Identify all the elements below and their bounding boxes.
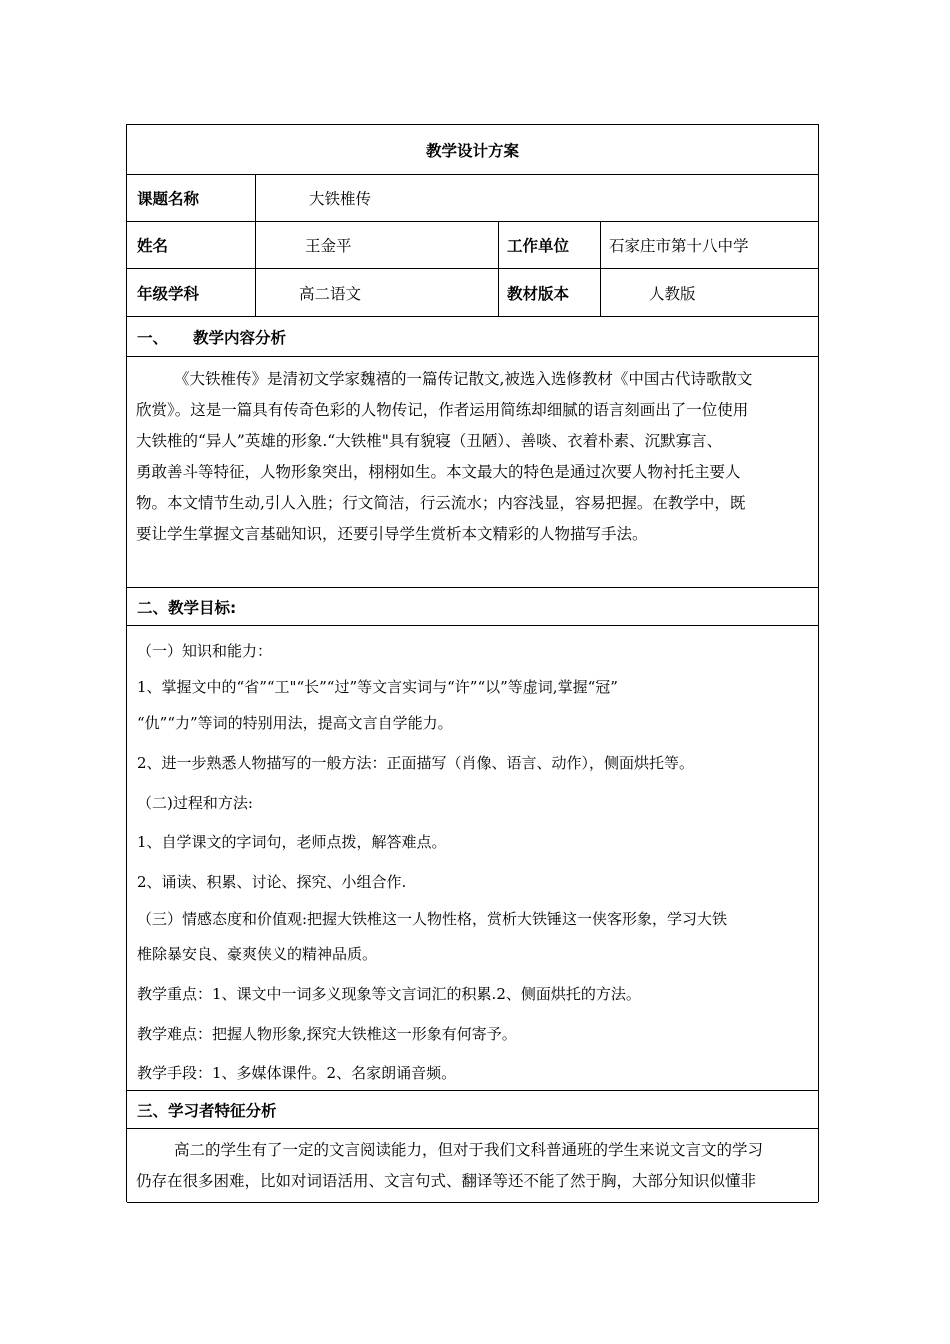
name-value: 王金平 bbox=[305, 237, 352, 255]
title-row bbox=[127, 125, 818, 175]
grade-label: 年级学科 bbox=[137, 284, 200, 303]
grade-row bbox=[127, 269, 818, 317]
course-row bbox=[127, 175, 818, 222]
name-label: 姓名 bbox=[137, 237, 169, 255]
lesson-plan-table bbox=[126, 124, 819, 1202]
objective-line: “仇”“力”等词的特别用法，提高文言自学能力。 bbox=[137, 714, 453, 732]
page-title: 教学设计方案 bbox=[425, 141, 519, 160]
section-content-analysis-header bbox=[127, 317, 818, 357]
name-row bbox=[127, 222, 818, 269]
objective-line: （三）情感态度和价值观:把握大铁椎这一人物性格，赏析大铁锤这一侠客形象，学习大铁 bbox=[137, 910, 728, 928]
text-line: 勇敢善斗等特征，人物形象突出，栩栩如生。本文最大的特色是通过次要人物衬托主要人 bbox=[136, 463, 741, 481]
section-content-analysis-body bbox=[127, 357, 818, 588]
section2-title: 二、教学目标: bbox=[137, 598, 237, 617]
section3-title: 三、学习者特征分析 bbox=[137, 1101, 277, 1120]
objective-line: 椎除暴安良、豪爽侠义的精神品质。 bbox=[137, 945, 378, 963]
text-line: 物。本文情节生动,引人入胜；行文简洁，行云流水；内容浅显，容易把握。在教学中，既 bbox=[136, 494, 746, 512]
section-learner-analysis-body bbox=[127, 1129, 818, 1203]
objective-line: （二)过程和方法: bbox=[137, 794, 253, 812]
objective-line: 2、诵读、积累、讨论、探究、小组合作. bbox=[137, 873, 407, 891]
objective-line: 2、进一步熟悉人物描写的一般方法：正面描写（肖像、语言、动作），侧面烘托等。 bbox=[137, 754, 695, 772]
text-line: 大铁椎的“异人”英雄的形象.“大铁椎"具有貌寝（丑陋）、善啖、衣着朴素、沉默寡言、 bbox=[136, 432, 723, 450]
objective-line: （一）知识和能力： bbox=[137, 642, 273, 660]
section1-number: 一、 bbox=[137, 328, 169, 347]
work-label: 工作单位 bbox=[507, 237, 570, 255]
text-line: 欣赏》。这是一篇具有传奇色彩的人物传记，作者运用简练却细腻的语言刻画出了一位使用 bbox=[136, 401, 749, 419]
section1-title: 教学内容分析 bbox=[193, 328, 287, 347]
objective-line: 1、自学课文的字词句，老师点拨，解答难点。 bbox=[137, 833, 447, 851]
content-analysis-paragraph bbox=[136, 364, 814, 550]
objective-line: 教学难点：把握人物形象,探究大铁椎这一形象有何寄予。 bbox=[137, 1025, 517, 1043]
text-line: 《大铁椎传》是清初文学家魏禧的一篇传记散文,被选入选修教材《中国古代诗歌散文 bbox=[174, 370, 753, 388]
objective-line: 教学手段：1、多媒体课件。2、名家朗诵音频。 bbox=[137, 1064, 457, 1082]
section-objectives-header bbox=[127, 588, 818, 626]
objective-line: 1、掌握文中的“省”“工"“长”“过”等文言实词与“许”“以”等虚词,掌握“冠” bbox=[137, 678, 618, 696]
course-value: 大铁椎传 bbox=[309, 190, 372, 208]
text-line: 高二的学生有了一定的文言阅读能力，但对于我们文科普通班的学生来说文言文的学习 bbox=[174, 1141, 764, 1159]
text-line: 仍存在很多困难，比如对词语活用、文言句式、翻译等还不能了然于胸，大部分知识似懂非 bbox=[136, 1172, 757, 1190]
edition-value: 人教版 bbox=[649, 284, 696, 303]
section-learner-analysis-header bbox=[127, 1091, 818, 1129]
section-objectives-body bbox=[127, 626, 818, 1091]
course-label: 课题名称 bbox=[137, 190, 200, 208]
edition-label: 教材版本 bbox=[507, 284, 570, 303]
work-value: 石家庄市第十八中学 bbox=[609, 237, 749, 255]
text-line: 要让学生掌握文言基础知识，还要引导学生赏析本文精彩的人物描写手法。 bbox=[136, 525, 648, 543]
learner-analysis-paragraph bbox=[136, 1135, 814, 1197]
grade-value: 高二语文 bbox=[299, 284, 362, 303]
objective-line: 教学重点：1、课文中一词多义现象等文言词汇的积累.2、侧面烘托的方法。 bbox=[137, 985, 641, 1003]
